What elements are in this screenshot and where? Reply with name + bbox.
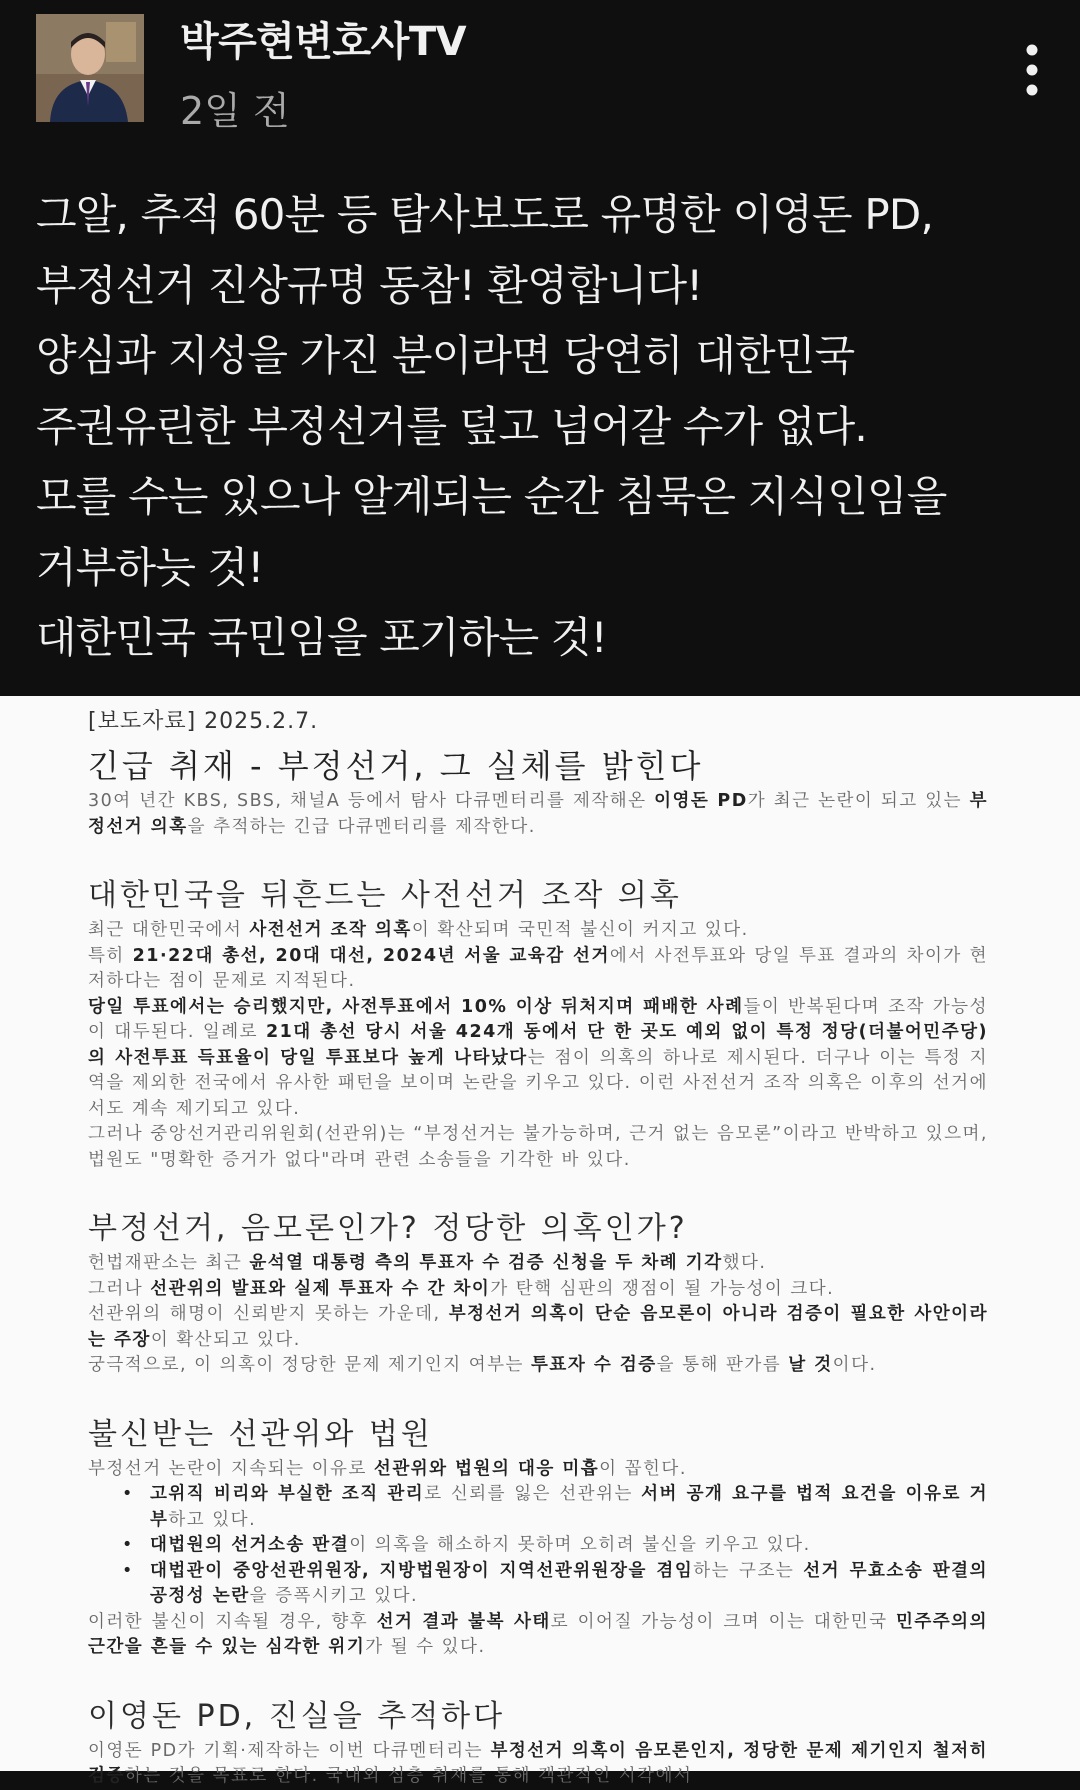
emphasized-text: 당일 투표에서는 승리했지만, 사전투표에서 10% 이상 뒤처지며 패배한 사례 xyxy=(88,996,744,1017)
section-paragraph xyxy=(88,918,988,944)
body-text: 을 추적하는 긴급 다큐멘터리를 제작한다. xyxy=(187,816,536,837)
section-heading: 이영돈 PD, 진실을 추적하다 xyxy=(88,1698,506,1734)
body-text: 최근 대한민국에서 xyxy=(88,920,250,940)
emphasized-text: 대법관이 중앙선관위원장, 지방법원장이 지역선관위원장을 겸임 xyxy=(150,1560,694,1581)
section-paragraph xyxy=(88,1610,988,1661)
section-paragraph xyxy=(88,1457,988,1483)
press-release-intro xyxy=(88,789,988,840)
body-text: 가 탄핵 심판의 쟁점이 될 가능성이 크다. xyxy=(490,1278,835,1299)
section-paragraph xyxy=(88,1739,988,1790)
body-text: 에서 사전투표와 당일 투표 결과의 차이가 현저하다는 점이 문제로 지적된다. xyxy=(88,945,989,991)
section-paragraph xyxy=(88,1353,988,1379)
body-text: 는 점이 의혹의 하나로 제시된다. 더구나 이는 특정 지역을 제외한 전국에서 유사한 패턴을 보이며 논란을 키우고 있다. 이런 사전선거 조작 의혹은 이후의 선거에서도 계속 제기되고 있다. xyxy=(88,1047,988,1119)
emphasized-text: 이영돈 PD xyxy=(654,791,748,811)
body-text: 특히 xyxy=(88,945,133,966)
emphasized-text: 투표자 수 검증 xyxy=(531,1355,657,1375)
emphasized-text: 대법원의 선거소송 판결 xyxy=(150,1535,350,1555)
body-text: 선관위의 해명이 신뢰받지 못하는 가운데, xyxy=(88,1304,449,1324)
body-text: 가 최근 논란이 되고 있는 xyxy=(747,791,970,811)
emphasized-text: 선거 무효소송 판결의 공정성 논란 xyxy=(150,1560,988,1606)
body-text: 이영돈 PD가 기획·제작하는 이번 다큐멘터리는 xyxy=(88,1740,491,1761)
section-heading: 불신받는 선관위와 법원 xyxy=(88,1416,433,1452)
post-line: 그알, 추적 60분 등 탐사보도로 유명한 이영돈 PD, xyxy=(36,190,933,239)
body-text: 들이 반복된다며 조작 가능성이 대두된다. 일례로 xyxy=(88,996,988,1042)
body-text: 이 꼽힌다. xyxy=(599,1458,687,1479)
body-text: 그러나 xyxy=(88,1278,151,1299)
post-line: 모를 수는 있으나 알게되는 순간 침묵은 지식인임을 xyxy=(36,472,947,521)
post-line: 대한민국 국민임을 포기하는 것! xyxy=(36,613,607,662)
body-text: 그러나 중앙선거관리위원회(선관위)는 “부정선거는 불가능하며, 근거 없는 음모론”이라고 반박하고 있으며, 법원도 "명확한 증거가 없다"라며 관련 소송들을 기각한 바 있다. xyxy=(88,1124,988,1170)
emphasized-text: 윤석열 대통령 측의 투표자 수 검증 신청을 두 차례 기각 xyxy=(249,1253,723,1273)
body-text: 하는 구조는 xyxy=(693,1560,804,1581)
bullet-item xyxy=(150,1482,988,1533)
emphasized-text: 고위직 비리와 부실한 조직 관리 xyxy=(150,1484,425,1504)
body-text: 이 확산되며 국민적 불신이 커지고 있다. xyxy=(411,920,749,940)
post-line: 주권유린한 부정선거를 덮고 넘어갈 수가 없다. xyxy=(36,401,867,451)
post-header xyxy=(0,0,1080,140)
emphasized-text: 선관위의 발표와 실제 투표자 수 간 차이 xyxy=(150,1278,491,1299)
section-paragraph xyxy=(88,1122,988,1173)
emphasized-text: 서버 공개 요구를 법적 요건을 이유로 거부 xyxy=(150,1484,988,1530)
more-vert-icon xyxy=(1010,40,1054,100)
emphasized-text: 21·22대 총선, 20대 대선, 2024년 서울 교육감 선거 xyxy=(132,945,610,966)
emphasized-text: 부정선거 의혹 xyxy=(88,791,988,837)
post-line: 양심과 지성을 가진 분이라면 당연히 대한민국 xyxy=(36,331,855,380)
press-release-content xyxy=(88,704,988,1790)
section-paragraph xyxy=(88,1251,988,1277)
emphasized-text: 부정선거 의혹이 음모론인지, 정당한 문제 제기인지 철저히 검증 xyxy=(88,1740,989,1786)
body-text: 로 이어질 가능성이 크며 이는 대한민국 xyxy=(550,1611,896,1632)
bullet-item xyxy=(150,1533,988,1559)
body-text: 했다. xyxy=(722,1253,767,1273)
avatar-photo-icon xyxy=(36,14,144,122)
emphasized-text: 선관위와 법원의 대응 미흡 xyxy=(373,1458,600,1479)
body-text: 하는 것을 목표로 한다. 국내외 심층 취재를 통해 객관적인 시각에서 xyxy=(124,1766,693,1786)
bullet-item xyxy=(150,1559,988,1610)
channel-avatar[interactable] xyxy=(36,14,144,122)
more-options-button[interactable] xyxy=(1010,40,1054,100)
press-release-date: [보도자료] 2025.2.7. xyxy=(88,709,319,734)
body-text: 을 통해 판가름 xyxy=(656,1355,789,1375)
bullet-list xyxy=(88,1482,988,1610)
body-text: 궁극적으로, 이 의혹이 정당한 문제 제기인지 여부는 xyxy=(88,1355,532,1375)
body-text: 이러한 불신이 지속될 경우, 향후 xyxy=(88,1611,377,1632)
post-line: 부정선거 진상규명 동참! 환영합니다! xyxy=(36,260,703,310)
emphasized-text: 21대 총선 당시 서울 424개 동에서 단 한 곳도 예외 없이 특정 정당(더불어민주당)의 사전투표 득표율이 당일 투표보다 높게 나타났다 xyxy=(88,1022,988,1068)
section-paragraph xyxy=(88,1302,988,1353)
emphasized-text: 날 것 xyxy=(788,1355,833,1375)
body-text: 헌법재판소는 최근 xyxy=(88,1253,250,1273)
emphasized-text: 부정선거 의혹이 단순 음모론이 아니라 검증이 필요한 사안이라는 주장 xyxy=(88,1304,988,1350)
body-text: 로 신뢰를 잃은 선관위는 xyxy=(424,1484,642,1504)
section-paragraph xyxy=(88,944,988,995)
section-heading: 대한민국을 뒤흔드는 사전선거 조작 의혹 xyxy=(88,878,682,913)
press-release-sections xyxy=(88,870,988,1790)
post-text xyxy=(36,180,1046,674)
emphasized-text: 사전선거 조작 의혹 xyxy=(249,920,412,940)
body-text: 을 증폭시키고 있다. xyxy=(249,1586,419,1606)
body-text: 가 될 수 있다. xyxy=(365,1637,486,1657)
section-paragraph xyxy=(88,1277,988,1303)
body-text: 이 확산되고 있다. xyxy=(150,1329,301,1350)
section-heading: 부정선거, 음모론인가? 정당한 의혹인가? xyxy=(88,1211,688,1246)
press-release-image[interactable] xyxy=(0,696,1080,1786)
post-line: 거부하늣 것! xyxy=(36,542,264,592)
section-paragraph xyxy=(88,995,988,1123)
body-text: 부정선거 논란이 지속되는 이유로 xyxy=(88,1458,374,1479)
body-text: 이 의혹을 해소하지 못하며 오히려 불신을 키우고 있다. xyxy=(349,1535,811,1555)
post-time: 2일 전 xyxy=(180,89,290,133)
body-text: 30여 년간 KBS, SBS, 채널A 등에서 탐사 다큐멘터리를 제작해온 xyxy=(88,791,655,811)
press-release-title: 긴급 취재 - 부정선거, 그 실체를 밝힌다 xyxy=(88,747,704,785)
body-text: 하고 있다. xyxy=(168,1509,257,1530)
body-text: 이다. xyxy=(832,1355,877,1375)
emphasized-text: 선거 결과 불복 사태 xyxy=(376,1611,551,1632)
channel-name[interactable]: 박주현변호사TV xyxy=(180,19,467,65)
emphasized-text: 민주주의의 근간을 흔들 수 있는 심각한 위기 xyxy=(88,1611,988,1657)
